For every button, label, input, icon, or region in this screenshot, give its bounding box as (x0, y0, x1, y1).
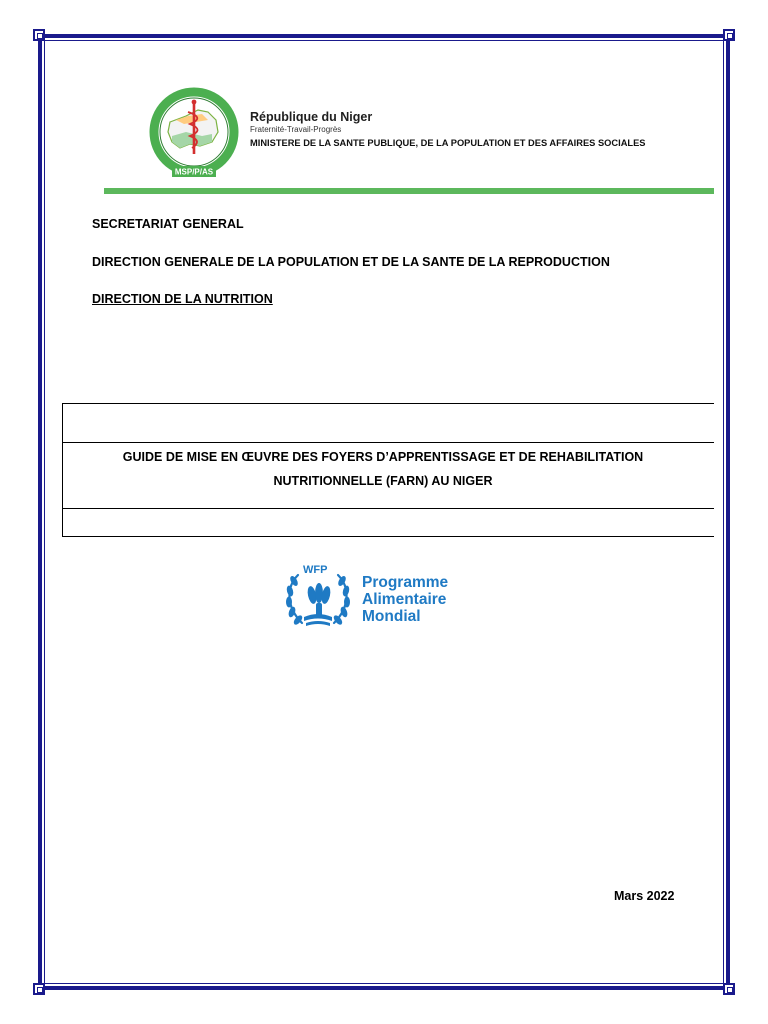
wfp-name (362, 574, 448, 625)
wfp-abbreviation: WFP (303, 564, 328, 576)
table-row-divider (62, 508, 714, 509)
document-title (62, 445, 704, 493)
secretariat-heading: SECRETARIAT GENERAL (92, 217, 244, 231)
border-corner-ornament (723, 983, 735, 995)
document-title-line: NUTRITIONNELLE (FARN) AU NIGER (273, 474, 493, 488)
table-row-divider (62, 442, 714, 443)
ministry-seal-logo (146, 86, 242, 182)
border-corner-ornament (723, 29, 735, 41)
border-corner-ornament (33, 983, 45, 995)
wfp-name-line: Alimentaire (362, 591, 447, 608)
document-title-line: GUIDE DE MISE EN ŒUVRE DES FOYERS D’APPRENTISSAGE ET DE REHABILITATION (122, 450, 644, 464)
national-motto: Fraternité-Travail-Progrès (250, 125, 342, 134)
direction-nutrition-heading: DIRECTION DE LA NUTRITION (92, 292, 273, 306)
wfp-name-line: Programme (362, 574, 449, 591)
wfp-name-line: Mondial (362, 608, 421, 625)
ministry-name: MINISTERE DE LA SANTE PUBLIQUE, DE LA POPULATION ET DES AFFAIRES SOCIALES (250, 138, 646, 148)
header-divider-bar (104, 188, 714, 194)
publication-date: Mars 2022 (614, 889, 675, 903)
border-corner-ornament (33, 29, 45, 41)
republic-title: République du Niger (250, 110, 373, 124)
direction-generale-heading: DIRECTION GENERALE DE LA POPULATION ET DE LA SANTE DE LA REPRODUCTION (92, 255, 610, 269)
seal-label: MSP/P/AS (174, 167, 214, 177)
